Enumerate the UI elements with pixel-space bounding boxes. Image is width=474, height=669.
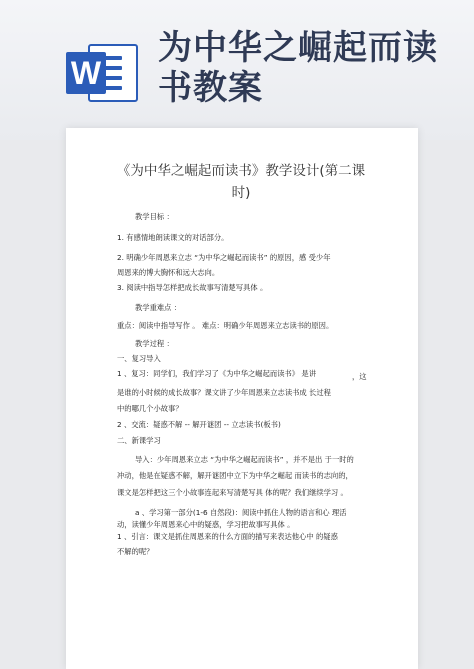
- word-icon-letter: W: [66, 52, 106, 94]
- doc-line: 课文是怎样把这三个小故事连起来写清楚写具 体的呢？我们继续学习 。: [117, 488, 348, 497]
- document-title: [82, 160, 400, 204]
- document-title-line-2: 时): [231, 185, 251, 201]
- doc-line: 2 、交流：疑惑不解 -- 解开谜团 -- 立志读书(板书): [117, 420, 281, 429]
- doc-line: 重点：阅读中指导写作 。 难点：明确少年周恩来立志读书的原因。: [117, 321, 334, 330]
- doc-line: 二、新课学习: [117, 436, 161, 445]
- doc-line: a 、学习第一部分(1-6 自然段)：阅读中抓住人物的语言和心 理活: [135, 508, 347, 517]
- doc-line: 教学重难点 ：: [135, 303, 182, 312]
- page-title: [158, 28, 458, 108]
- doc-line: 周恩来的博大胸怀和远大志向。: [117, 268, 220, 277]
- doc-line: 教学过程 ：: [135, 339, 174, 348]
- doc-line: 不解的呢？: [117, 547, 154, 556]
- doc-line: 一、复习导入: [117, 354, 161, 363]
- page-title-line-1: 为中华之崛起而读: [158, 28, 438, 68]
- doc-line: 1 、引言：课文是抓住周恩来的什么方面的描写来表达他心中 的疑惑: [117, 532, 338, 541]
- doc-line: 是谁的小时候的成长故事？课文讲了少年周恩来立志读书成 长过程: [117, 388, 331, 397]
- page-title-line-2: 书教案: [158, 68, 263, 108]
- word-document-icon: [66, 40, 140, 106]
- doc-line: 中的哪几个小故事？: [117, 404, 183, 413]
- doc-line: 冲动，他是在疑惑不解，解开谜团中立下为中华之崛起 而读书的志向的，: [117, 471, 353, 480]
- doc-line: 1. 有感情地朗读课文的对话部分。: [117, 233, 229, 242]
- document-title-line-1: 《为中华之崛起而读书》教学设计(第二课: [116, 163, 366, 179]
- doc-line: 动，读懂少年周恩来心中的疑惑，学习把故事写具体 。: [117, 520, 295, 529]
- document-page: [66, 128, 418, 669]
- doc-line: 导入：少年周恩来立志 “为中华之崛起而读书” ，并不是出 于一时的: [135, 455, 354, 464]
- doc-line: 2. 明确少年周恩来立志 “为中华之崛起而读书” 的原因，感 受少年: [117, 253, 331, 262]
- doc-line: 3. 阅读中指导怎样把成长故事写清楚写具体 。: [117, 283, 268, 292]
- doc-line: ，这: [352, 372, 367, 381]
- doc-line: 1 、复习：同学们，我们学习了《为中华之崛起而读书》 是讲: [117, 369, 316, 378]
- doc-line: 教学目标 ：: [135, 212, 174, 221]
